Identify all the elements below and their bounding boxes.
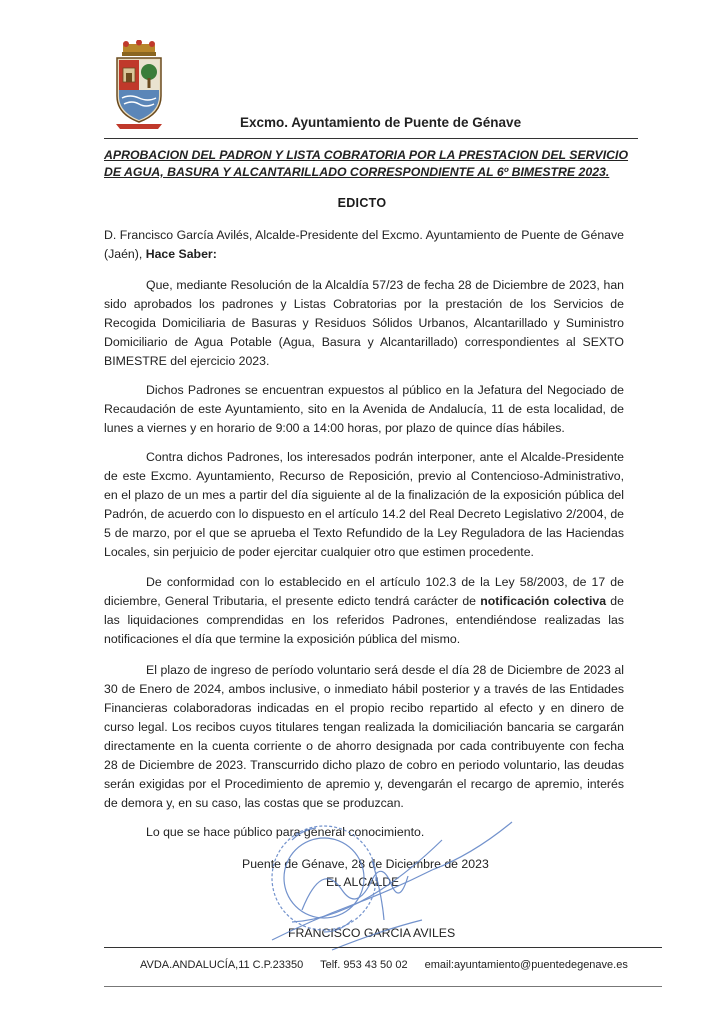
footer-phone: Telf. 953 43 50 02 xyxy=(320,959,408,971)
footer-bottom-rule xyxy=(104,986,662,987)
coat-of-arms-logo xyxy=(110,40,168,132)
intro-bold: Hace Saber: xyxy=(145,247,217,261)
edict-title: EDICTO xyxy=(337,196,387,210)
p4-bold: notificación colectiva xyxy=(480,594,607,608)
p4-before: De conformidad con lo establecido en el artículo 102.3 de la Ley 58/2003, de 17 de diciembre, General Tributaria, el presente edicto tendrá carácter de xyxy=(104,575,624,608)
footer-email: email:ayuntamiento@puentedegenave.es xyxy=(424,959,628,971)
paragraph-notification xyxy=(104,573,624,649)
paragraph-closing: Lo que se hace público para general conocimiento. xyxy=(146,825,425,839)
signature-place-date: Puente de Génave, 28 de Diciembre de 2023 xyxy=(242,857,489,871)
footer-contact xyxy=(140,959,640,971)
paragraph-appeal: Contra dichos Padrones, los interesados podrán interponer, ante el Alcalde-Presidente de este Excmo. Ayuntamiento, Recurso de Reposición, previo al Contencioso-Administrativo, en el plazo de un mes a partir del día siguiente al de la finalización de la exposición pública del Padrón, de acuerdo con lo dispuesto en el artículo 14.2 del Real Decreto Legislativo 2/2004, de 5 de marzo, por el que se aprueba el Texto Refundido de la Ley Reguladora de las Haciendas Locales, sin perjuicio de poder ejercitar cualquier otro que estimen procedente. xyxy=(104,450,624,559)
paragraph-resolution: Que, mediante Resolución de la Alcaldía 57/23 de fecha 28 de Diciembre de 2023, han sido aprobados los padrones y Listas Cobratorias por la prestación de los Servicios de Recogida Domiciliaria de Basuras y Residuos Sólidos Urbanos, Alcantarillado y Suministro Domiciliario de Agua Potable (Agua, Basura y Alcantarillado) correspondientes al SEXTO BIMESTRE del ejercicio 2023. xyxy=(104,278,624,368)
p4-after: de las liquidaciones comprendidas en los referidos Padrones, entendiéndose realizadas las notificaciones el día que termine la exposición pública del mismo. xyxy=(104,594,624,646)
header-divider xyxy=(104,138,638,139)
signature-name: FRANCISCO GARCIA AVILES xyxy=(288,926,456,940)
intro-text: D. Francisco García Avilés, Alcalde-Presidente del Excmo. Ayuntamiento de Puente de Génave (Jaén), xyxy=(104,228,624,261)
signature-role: EL ALCALDE xyxy=(326,875,400,889)
organization-name: Excmo. Ayuntamiento de Puente de Génave xyxy=(240,115,522,130)
intro-paragraph xyxy=(104,226,624,264)
edict-subject: APROBACION DEL PADRON Y LISTA COBRATORIA POR LA PRESTACION DEL SERVICIO DE AGUA, BASURA Y ALCANTARILLADO CORRESPONDIENTE AL 6º BIMESTRE 2023. xyxy=(104,148,629,179)
paragraph-exposure: Dichos Padrones se encuentran expuestos al público en la Jefatura del Negociado de Recaudación de este Ayuntamiento, sito en la Avenida de Andalucía, 11 de esta localidad, de lunes a viernes y en horario de 9:00 a 14:00 horas, por plazo de quince días hábiles. xyxy=(104,383,624,435)
footer-address: AVDA.ANDALUCÍA,11 C.P.23350 xyxy=(140,959,304,971)
footer-divider xyxy=(104,947,662,948)
paragraph-payment-period: El plazo de ingreso de período voluntario será desde el día 28 de Diciembre de 2023 al 30 de Enero de 2024, ambos inclusive, o inmediato hábil posterior y a través de las Entidades Financieras colaboradoras indicadas en el propio recibo repartido al efecto y en dinero de curso legal. Los recibos cuyos titulares tengan realizada la domiciliación bancaria se cargarán directamente en la cuenta corriente o de ahorro designada por cada contribuyente con fecha 28 de Diciembre de 2023. Transcurrido dicho plazo de cobro en periodo voluntario, las deudas serán exigidas por el Procedimiento de apremio y, devengarán el recargo de apremio, interés de demora y, en su caso, las costas que se produzcan. xyxy=(104,663,624,810)
